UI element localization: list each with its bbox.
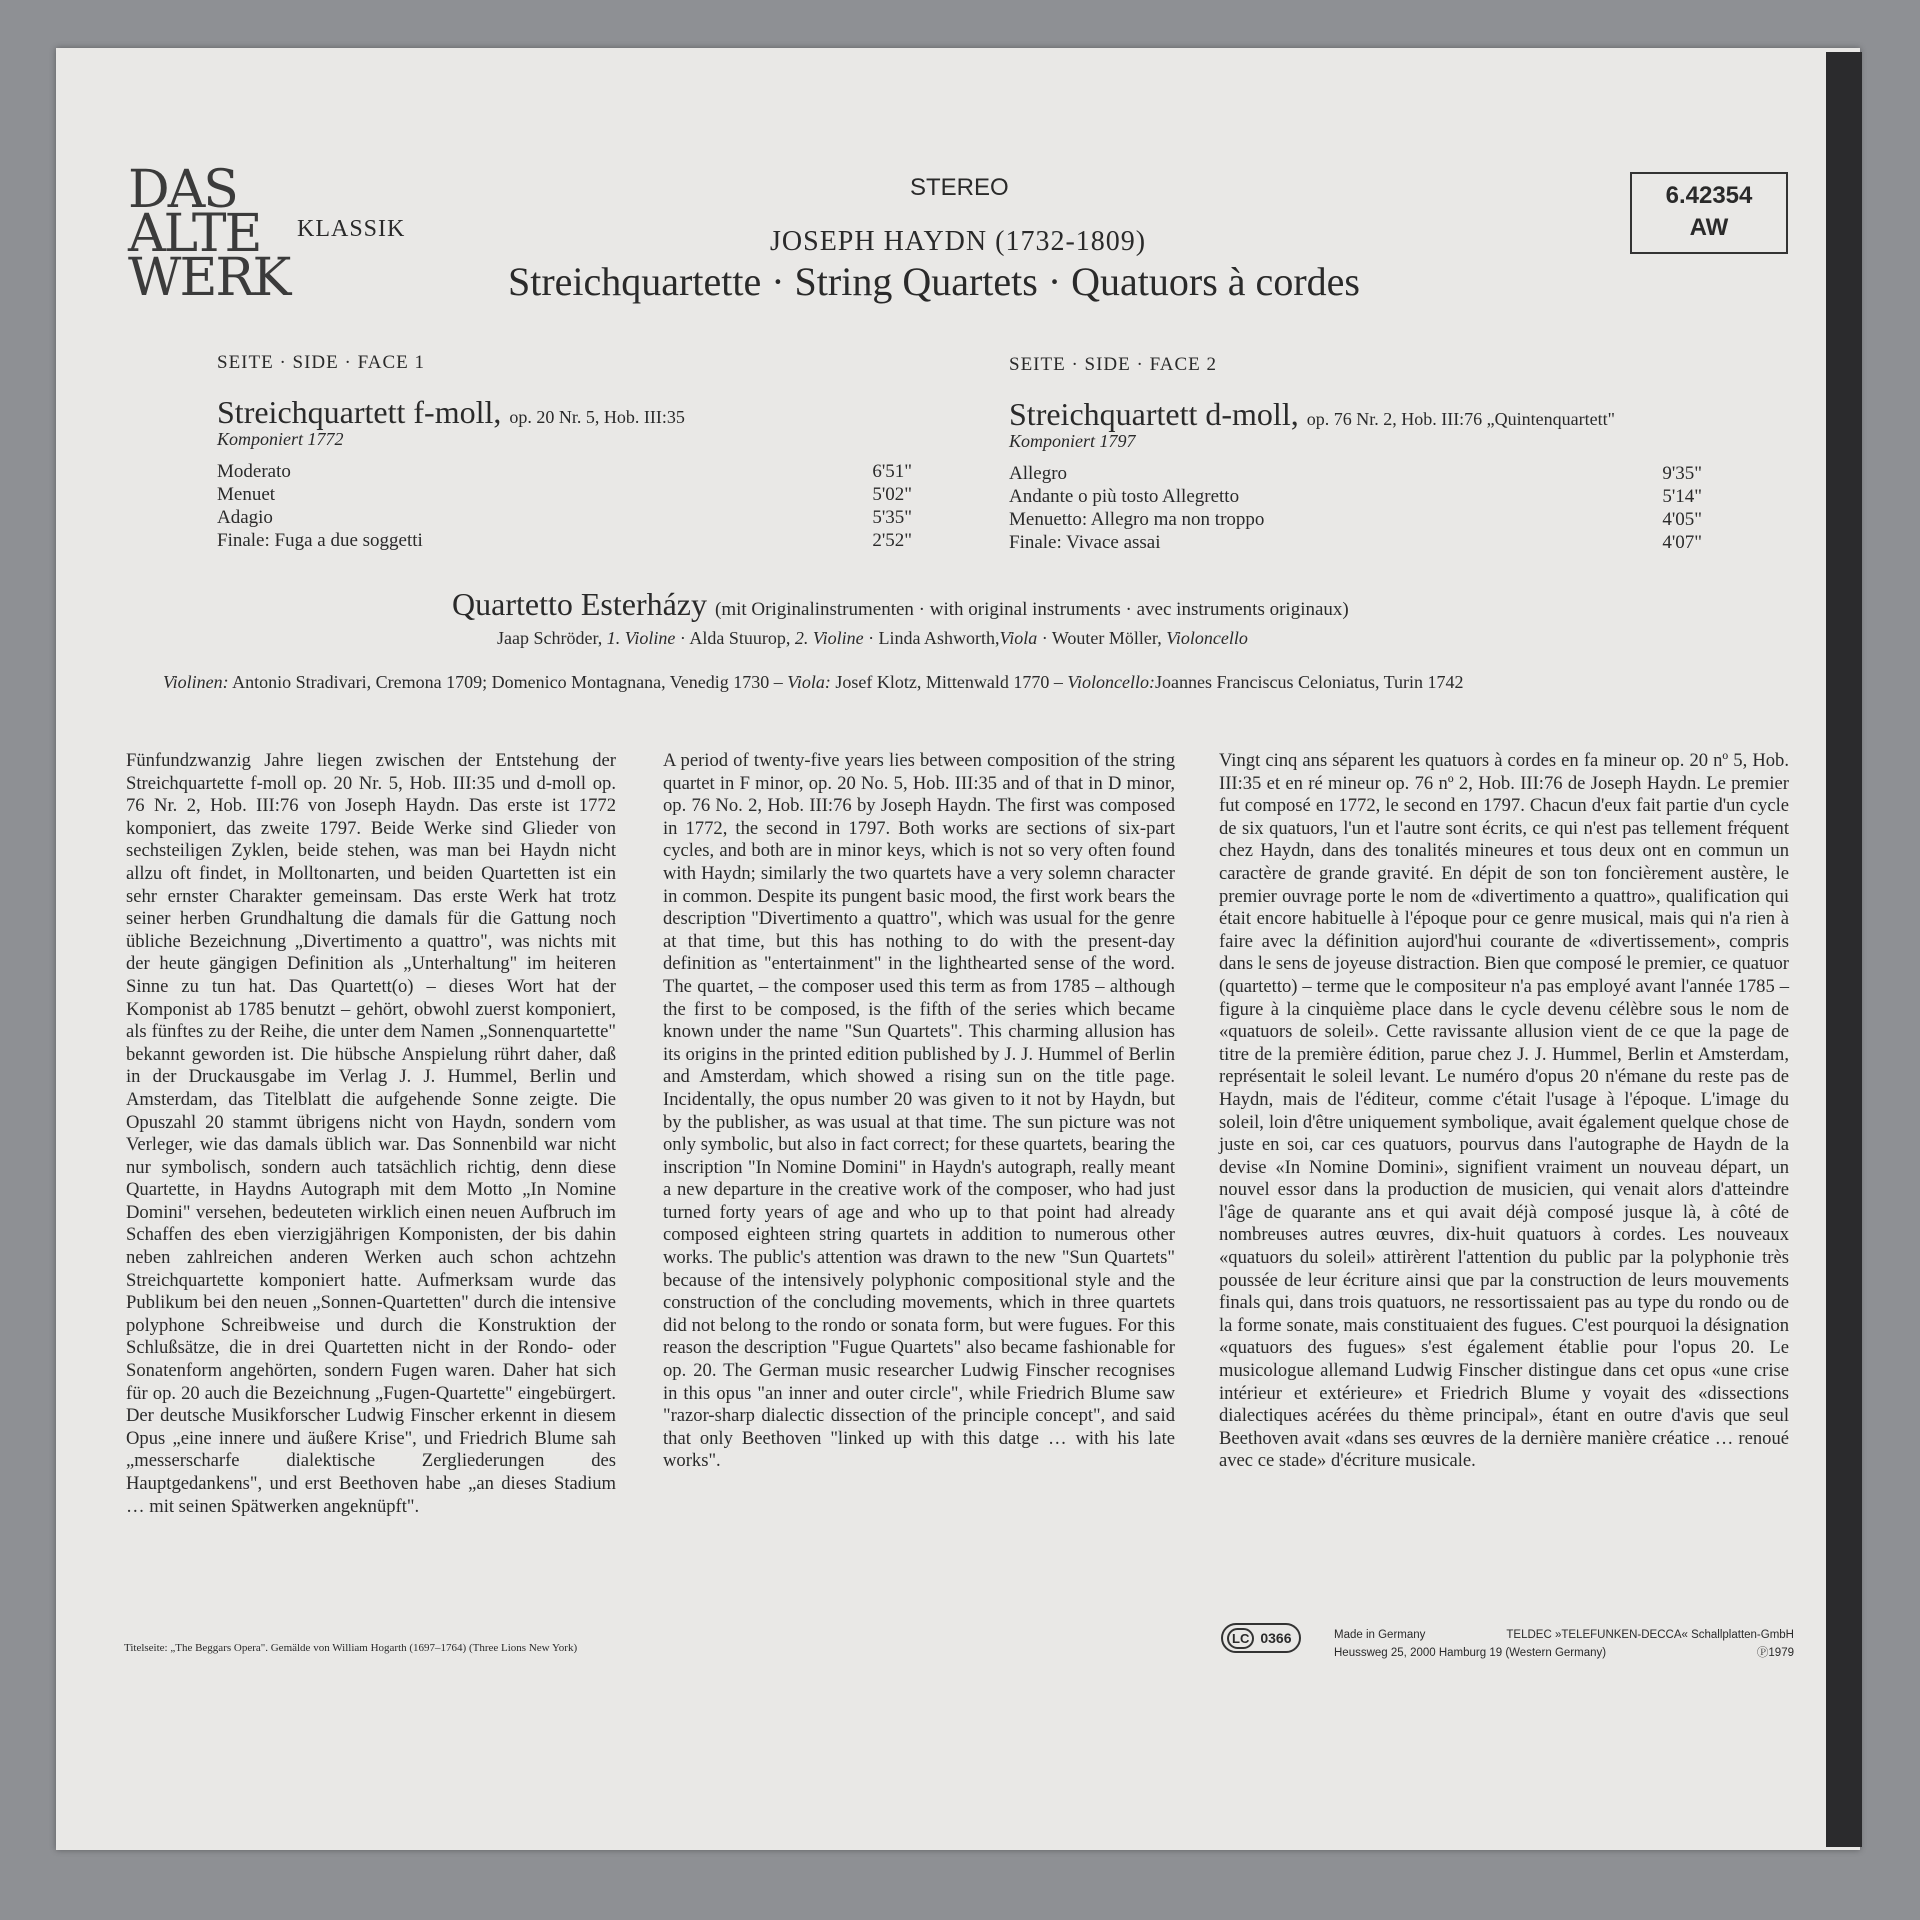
instrument-label: Violoncello: bbox=[1067, 672, 1156, 692]
side-label: SEITE · SIDE · FACE 2 bbox=[1009, 354, 1217, 375]
work-title bbox=[1009, 396, 1709, 433]
label-code-badge bbox=[1221, 1623, 1301, 1653]
sleeve-spine bbox=[1826, 52, 1862, 1847]
cover-credit: Titelseite: „The Beggars Opera". Gemälde von William Hogarth (1697–1764) (Three Lions New York) bbox=[124, 1642, 578, 1654]
catalog-number: 6.42354 bbox=[1665, 182, 1753, 209]
liner-notes-german: Fünfundzwanzig Jahre liegen zwischen der Entstehung der Streichquartette f-moll op. 20 Nr. 5, Hob. III:35 und d-moll op. 76 Nr. 2, Hob. III:76 von Joseph Haydn. Das erste ist 1772 komponiert, das zweite 1797. Beide Werke sind Glieder von sechsteiligen Zyklen, beide stehen, was man bei Haydn nicht allzu oft findet, in Molltonarten, und beiden Quartetten ist ein sehr ernster Charakter gemeinsam. Das erste Werk hat trotz seiner herben Grundhaltung die damals für die Gattung noch übliche Bezeichnung „Divertimento a quattro", was nichts mit der heute gängigen Definition als „Unterhaltung" im heiteren Sinne zu tun hat. Das Quartett(o) – dieses Wort hat der Komponist ab 1785 benutzt – gehört, obwohl zuerst komponiert, als fünftes zu der Reihe, die unter dem Namen „Sonnenquartette" bekannt geworden ist. Die hübsche Anspielung rührt daher, daß in der Druckausgabe im Verlag J. J. Hummel, Berlin und Amsterdam, das Titelblatt die aufgehende Sonne zeigte. Die Opuszahl 20 stammt übrigens nicht von Haydn, sondern vom Verleger, wie das damals üblich war. Das Sonnenbild war nicht nur symbolisch, sondern auch tatsächlich richtig, denn diese Quartette, in Haydns Autograph mit dem Motto „In Nomine Domini" versehen, bedeuteten wirklich einen neuen Aufbruch im Schaffen des eben vierzigjährigen Komponisten, der bis dahin neben zahlreichen anderen Werken auch schon achtzehn Streichquartette komponiert hatte. Aufmerksam wurde das Publikum bei den neuen „Sonnen-Quartetten" durch die intensive polyphone Schreibweise und durch die Konstruktion der Schlußsätze, die in drei Quartetten nicht in der Rondo- oder Sonatenform angehörten, sondern Fugen waren. Daher hat sich für op. 20 auch die Bezeichnung „Fugen-Quartette" eingebürgert. Der deutsche Musikforscher Ludwig Finscher erkennt in diesem Opus „eine innere und äußere Krise", und Friedrich Blume sah „messerscharfe dialektische Zergliederungen des Hauptgedankens", und erst Beethoven habe „an dieses Stadium … mit seinen Spätwerken angeknüpft". bbox=[126, 750, 616, 1517]
stereo-label: STEREO bbox=[910, 174, 1009, 201]
work-name: Streichquartett f-moll, bbox=[217, 394, 502, 430]
catalog-number-box bbox=[1630, 172, 1788, 254]
player-name: Jaap Schröder, bbox=[497, 628, 603, 648]
players-line bbox=[497, 628, 1248, 649]
track-name: Menuetto: Allegro ma non troppo bbox=[1009, 509, 1265, 530]
label-info bbox=[1334, 1626, 1794, 1662]
instruments-line bbox=[163, 672, 1464, 693]
composition-year: Komponiert 1772 bbox=[217, 429, 344, 449]
ensemble-name: Quartetto Esterházy bbox=[452, 586, 707, 622]
instrument-text: Antonio Stradivari, Cremona 1709; Domenico Montagnana, Venedig 1730 – bbox=[232, 672, 783, 692]
work-opus: op. 20 Nr. 5, Hob. III:35 bbox=[509, 407, 685, 427]
side-label: SEITE · SIDE · FACE 1 bbox=[217, 352, 425, 373]
track bbox=[217, 506, 912, 529]
track bbox=[217, 529, 912, 552]
track-time: 4'05" bbox=[1662, 509, 1702, 530]
track bbox=[1009, 462, 1702, 485]
track-name: Andante o più tosto Allegretto bbox=[1009, 486, 1240, 507]
instrument-label: Viola: bbox=[787, 672, 831, 692]
track-name: Adagio bbox=[217, 507, 273, 528]
record-label: TELDEC »TELEFUNKEN-DECCA« Schallplatten-GmbH bbox=[1506, 1629, 1794, 1641]
track-time: 5'35" bbox=[872, 507, 912, 528]
composer-name: JOSEPH HAYDN (1732-1809) bbox=[770, 226, 1147, 257]
player-name: · Alda Stuurop, bbox=[679, 628, 791, 648]
player-role: Violoncello bbox=[1166, 628, 1248, 648]
series-label: KLASSIK bbox=[297, 216, 406, 242]
track-time: 2'52" bbox=[872, 530, 912, 551]
label-address: Heussweg 25, 2000 Hamburg 19 (Western Germany) bbox=[1334, 1647, 1607, 1659]
work-name: Streichquartett d-moll, bbox=[1009, 396, 1299, 432]
track bbox=[217, 483, 912, 506]
track-list bbox=[1009, 462, 1702, 554]
made-in: Made in Germany bbox=[1334, 1629, 1426, 1641]
work-title bbox=[217, 394, 917, 431]
player-role: 2. Violine bbox=[794, 628, 864, 648]
logo-line: ALTE bbox=[128, 204, 261, 264]
composition-year: Komponiert 1797 bbox=[1009, 431, 1136, 451]
side-2 bbox=[1009, 354, 1709, 554]
logo-line: WERK bbox=[128, 248, 290, 308]
track-time: 4'07" bbox=[1662, 532, 1702, 553]
liner-notes-french: Vingt cinq ans séparent les quatuors à cordes en fa mineur op. 20 nº 5, Hob. III:35 et en ré mineur op. 76 nº 2, Hob. III:76 de Joseph Haydn. Le premier fut composé en 1772, le second en 1797. Chacun d'eux fait partie d'un cycle de six quatuors, l'un et l'autre sont écrits, ce qui n'est pas tellement fréquent chez Haydn, dans des tonalités mineures et tous deux ont en commun un caractère de grande gravité. En dépit de son ton foncièrement austère, le premier ouvrage porte le nom de «divertimento a quattro», qualification qui était encore habituelle à l'époque pour ce genre musical, mais qui n'a rien à faire avec la définition aujord'hui courante de «divertissement», compris dans le sens de joyeuse distraction. Bien que composé le premier, ce quatuor (quartetto) – terme que le compositeur n'a pas employé avant l'année 1785 – figure à la cinquième place dans le cycle devenu célèbre sous le nom de «quatuors de soleil». Cette ravissante allusion vient de ce que la page de titre de la première édition, parue chez J. J. Hummel, Berlin et Amsterdam, représentait le soleil levant. Le numéro d'opus 20 n'émane du reste pas de Haydn, mais de l'éditeur, comme c'était l'usage à l'époque. L'image du soleil, loin d'être uniquement symbolique, avait également quelque chose de juste en soi, car ces quatuors, pourvus dans l'autographe de Haydn de la devise «In Nomine Domini», signifient vraiment un nouveau départ, un nouvel essor dans la production de musicien, qui venait alors d'atteindre l'âge de quarante ans et qui avait déjà composé jusque là, à côté de nombreuses autres œuvres, dix-huit quatuors à cordes. Les nouveaux «quatuors du soleil» attirèrent l'attention du public par la polyphonie très poussée de leur écriture ainsi que par la construction de leurs mouvements finals qui, dans trois quatuors, ne ressortissaient pas au type du rondo ou de la forme sonate, mais constituaient des fugues. C'est pourquoi la désignation «quatuors des fugues» s'est également établie pour l'opus 20. Le musicologue allemand Ludwig Finscher distingue dans cet opus «une crise intérieur et extérieure» et Friedrich Blume y voyait des «dissections dialectiques acérées du thème principal», étant en outre d'avis que seul Beethoven avait «dans ses œuvres de la dernière manière créatice … renoué avec ce stade» d'écriture musicale. bbox=[1219, 750, 1789, 1472]
track-list bbox=[217, 460, 912, 552]
catalog-suffix: AW bbox=[1689, 214, 1729, 241]
logo-line: DAS bbox=[128, 160, 237, 220]
track-time: 5'02" bbox=[872, 484, 912, 505]
work-opus: op. 76 Nr. 2, Hob. III:76 „Quintenquartett" bbox=[1306, 409, 1615, 429]
track-time: 9'35" bbox=[1662, 463, 1702, 484]
track-name: Moderato bbox=[217, 461, 291, 482]
track-name: Menuet bbox=[217, 484, 276, 505]
track bbox=[1009, 531, 1702, 554]
instrument-label: Violinen: bbox=[163, 672, 229, 692]
track-name: Allegro bbox=[1009, 463, 1068, 484]
track-time: 5'14" bbox=[1662, 486, 1702, 507]
track-time: 6'51" bbox=[872, 461, 912, 482]
ensemble-note: (mit Originalinstrumenten · with original instruments · avec instruments originaux) bbox=[715, 599, 1349, 620]
copyright: Ⓟ1979 bbox=[1756, 1647, 1794, 1659]
track bbox=[1009, 508, 1702, 531]
liner-notes-english: A period of twenty-five years lies between composition of the string quartet in F minor, op. 20 No. 5, Hob. III:35 and of that in D minor, op. 76 No. 2, Hob. III:76 by Joseph Haydn. The first was composed in 1772, the second in 1797. Both works are sections of six-part cycles, and both are in minor keys, which is not so very often found with Haydn; similarly the two quartets have a very solemn character in common. Despite its pungent basic mood, the first work bears the description "Divertimento a quattro", which was usual for the genre at that time, but this has nothing to do with the present-day definition as "entertainment" in the lighthearted sense of the word. The quartet, – the composer used this term as from 1785 – although the first to be composed, is the fifth of the series which became known under the name "Sun Quartets". This charming allusion has its origins in the printed edition published by J. J. Hummel of Berlin and Amsterdam, which showed a rising sun on the title page. Incidentally, the opus number 20 was given to it not by Haydn, but by the publisher, as was usual at that time. The sun picture was not only symbolic, but also in fact correct; for these quartets, bearing the inscription "In Nomine Domini" in Haydn's autograph, really meant a new departure in the creative work of the composer, who had just turned forty years of age and who up to that point had already composed eighteen string quartets in addition to numerous other works. The public's attention was drawn to the new "Sun Quartets" because of the intensively polyphonic compositional style and the construction of the concluding movements, which in three quartets did not belong to the rondo or sonata form, but were fugues. For this reason the description "Fugue Quartets" also became fashionable for op. 20. The German music researcher Ludwig Finscher recognises in this opus "an inner and outer circle", while Friedrich Blume saw "razor-sharp dialectic dissection of the principle concept", and said that only Beethoven "linked up with this datge … with his late works". bbox=[663, 750, 1175, 1472]
lc-number: 0366 bbox=[1260, 1630, 1292, 1646]
das-alte-werk-logo bbox=[128, 160, 290, 308]
player-role: Viola bbox=[999, 628, 1038, 648]
track bbox=[1009, 485, 1702, 508]
label-info-row bbox=[1334, 1644, 1794, 1662]
side-1 bbox=[217, 352, 917, 552]
instrument-text: Josef Klotz, Mittenwald 1770 – bbox=[835, 672, 1063, 692]
lc-mark: LC bbox=[1227, 1628, 1254, 1649]
album-title: Streichquartette · String Quartets · Quatuors à cordes bbox=[508, 259, 1360, 304]
track-name: Finale: Vivace assai bbox=[1009, 532, 1161, 553]
label-info-row bbox=[1334, 1626, 1794, 1644]
instrument-text: Joannes Franciscus Celoniatus, Turin 1742 bbox=[1155, 672, 1464, 692]
player-name: · Linda Ashworth, bbox=[868, 628, 1000, 648]
player-role: 1. Violine bbox=[606, 628, 676, 648]
ensemble-line bbox=[452, 586, 1349, 623]
track bbox=[217, 460, 912, 483]
track-name: Finale: Fuga a due soggetti bbox=[217, 530, 423, 551]
player-name: · Wouter Möller, bbox=[1041, 628, 1162, 648]
